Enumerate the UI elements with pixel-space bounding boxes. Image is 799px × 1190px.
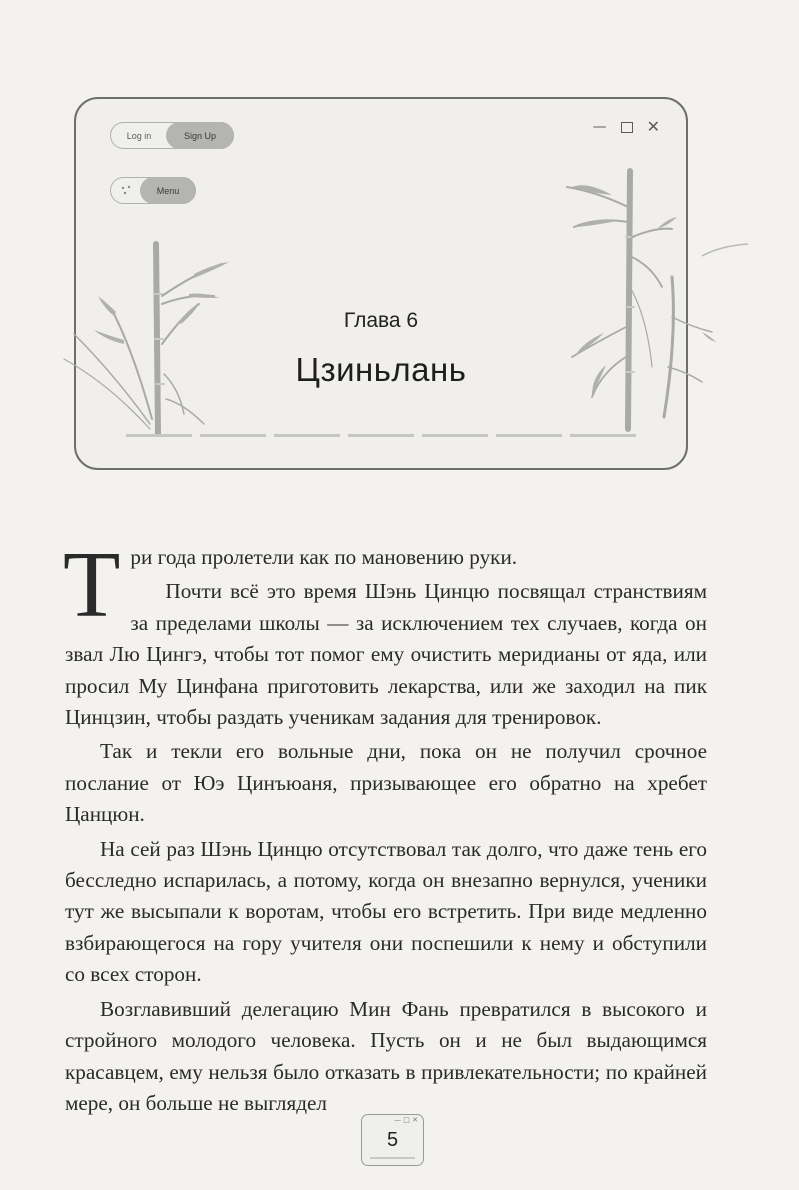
maximize-icon[interactable]	[621, 122, 633, 133]
page-number-badge	[361, 1114, 424, 1166]
dots-icon	[120, 184, 134, 196]
chapter-title: Цзиньлань	[295, 351, 467, 388]
decorative-dashes	[126, 434, 636, 437]
paragraph-4: На сей раз Шэнь Цинцю отсутствовал так долго, что даже тень его бесследно испарилась, а потому, когда он внезапно вернулся, ученики тут же высыпали к воротам, чтобы его встретить. При виде медленно взбирающегося на гору учителя они поспешили к нему и обступили со всех сторон.	[65, 836, 707, 987]
signup-button[interactable]: Sign Up	[166, 122, 234, 149]
bamboo-illustration-right	[552, 167, 722, 437]
chapter-body	[63, 533, 707, 1119]
close-icon[interactable]: ✕	[646, 117, 660, 136]
login-button[interactable]: Log in	[126, 130, 152, 141]
page-number: 5	[386, 1129, 399, 1151]
menu-button[interactable]: Menu	[140, 177, 196, 204]
minimize-icon[interactable]: —	[592, 119, 607, 135]
window-controls	[593, 119, 660, 135]
bamboo-illustration-left	[54, 234, 244, 444]
paragraph-1: ри года пролетели как по мановению руки.	[130, 545, 518, 569]
paragraph-5: Возглавивший делегацию Мин Фань превратился в высокого и стройного молодого человека. Пусть он и не был выдающимся красавцем, ему нельзя было отказать в привлекательности; по крайней мере, он больше не выглядел	[65, 996, 707, 1115]
paragraph-3: Так и текли его вольные дни, пока он не получил срочное послание от Юэ Цинъюаня, призывающее его обратно на хребет Цанцюн.	[65, 739, 707, 827]
drop-cap: Т	[63, 533, 121, 637]
login-signup-toggle[interactable]	[110, 122, 234, 149]
chapter-window	[74, 97, 688, 470]
paragraph-2: Почти всё это время Шэнь Цинцю посвящал странствиям за пределами школы — за исключением тех случаев, когда он звал Лю Цингэ, чтобы тот помог ему очистить меридианы от яда, или просил Му Цинфана приготовить лекарства, или же заходил на пик Цинцзин, чтобы раздать ученикам задания для тренировок.	[65, 579, 707, 730]
leaf-icon	[700, 240, 750, 260]
menu-toggle[interactable]	[110, 177, 196, 204]
window-controls-mini-icon: — □ ✕	[394, 1116, 418, 1124]
badge-bar	[370, 1157, 415, 1159]
chapter-number: Глава 6	[343, 309, 419, 332]
